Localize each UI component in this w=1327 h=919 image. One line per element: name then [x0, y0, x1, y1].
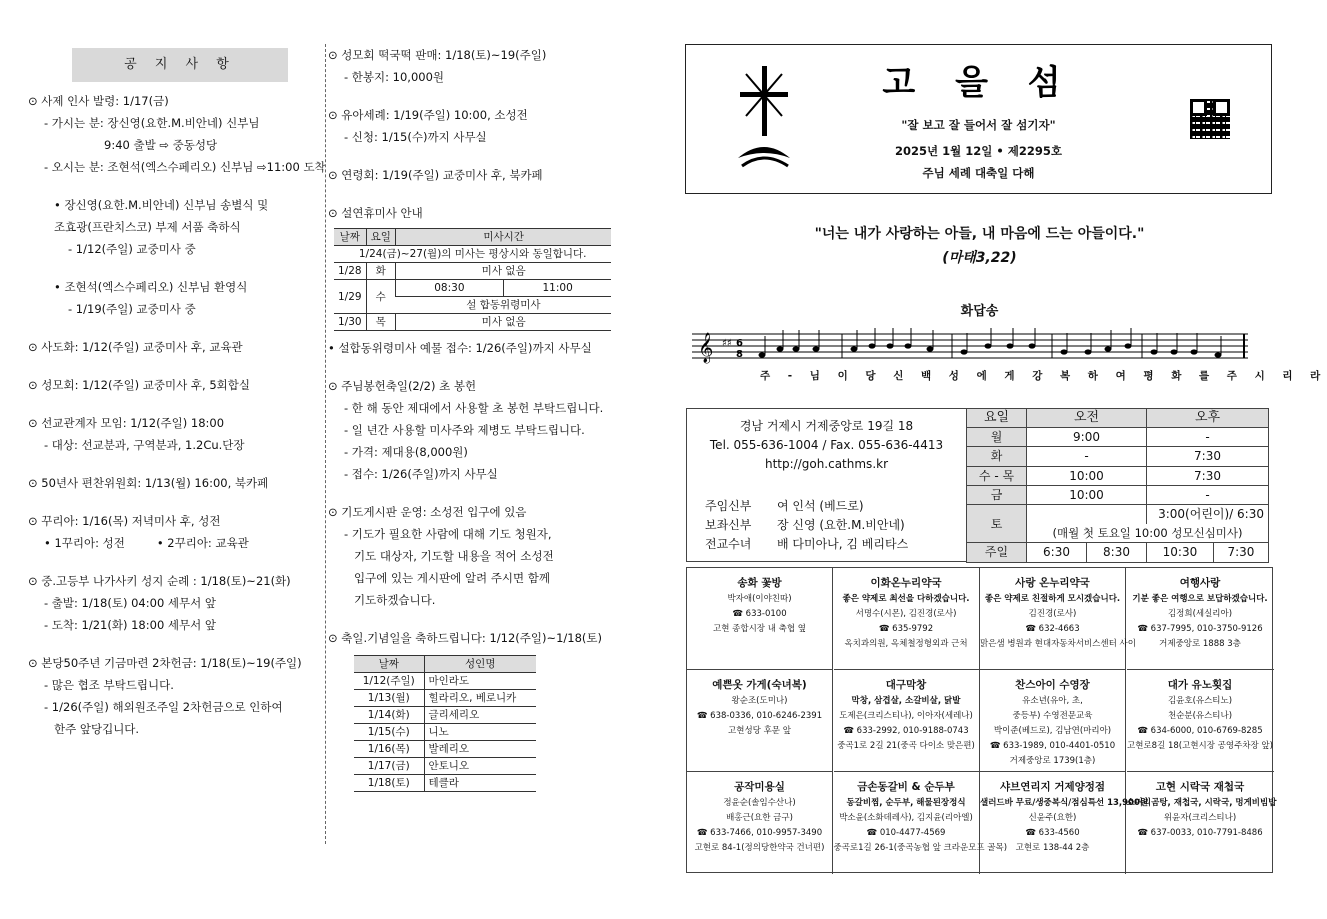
sponsor-ad [980, 670, 1126, 772]
sponsor-line: ☎ 635-9792 [878, 624, 934, 634]
cell: 힐라리오, 베로니카 [424, 690, 536, 707]
clergy-role: 보좌신부 [705, 518, 752, 532]
cell [1027, 504, 1147, 523]
notice-line: - 한봉지: 10,000원 [344, 70, 445, 84]
notice-line: - 1/12(주일) 교중미사 중 [68, 242, 196, 256]
cell: 7:30 [1213, 543, 1268, 562]
sponsor-line: 중곡1로 2길 21(중곡 다이소 맞은편) [837, 741, 975, 751]
cell: 1/12(주일) [354, 673, 424, 690]
th-date: 날짜 [354, 656, 424, 673]
notice-line: • 설합동위령미사 예물 접수: 1/26(주일)까지 사무실 [328, 341, 592, 355]
sponsor-line: ☎ 010-4477-4569 [866, 828, 946, 838]
parish-address: 경남 거제시 거제중앙로 19길 18 [739, 419, 914, 433]
sponsor-line: 천순분(유스티나) [1167, 711, 1233, 721]
parish-phone: Tel. 055-636-1004 / Fax. 055-636-4413 [709, 438, 944, 452]
sponsor-line: 기분 좋은 여행으로 보답하겠습니다. [1132, 594, 1268, 604]
cell: 토 [967, 504, 1027, 542]
column-divider [325, 44, 326, 844]
notice-line: 한주 앞당깁니다. [54, 722, 140, 736]
sponsor-ad [1127, 670, 1274, 772]
notice-line: 조효광(프란치스코) 부제 서품 축하식 [54, 220, 241, 234]
sponsor-line: ☎ 634-6000, 010-6769-8285 [1137, 726, 1263, 736]
svg-text:𝄞: 𝄞 [698, 333, 714, 363]
sponsor-ad [833, 772, 1008, 874]
sponsor-line: 서명수(시몬), 김진경(로사) [855, 609, 957, 619]
notice-line: 기도 대상자, 기도할 내용을 적어 소성전 [354, 549, 554, 563]
sponsor-ads-grid [686, 567, 1277, 873]
notice-line: ⊙ 주님봉헌축일(2/2) 초 봉헌 [328, 379, 477, 393]
sponsor-name: 예쁜옷 가게(숙녀복) [712, 679, 807, 691]
parish-info [686, 408, 966, 562]
psalm-title: 화답송 [960, 304, 999, 319]
sponsor-line: 위윤자(크리스티나) [1163, 813, 1237, 823]
sponsor-ad [687, 568, 833, 670]
sponsor-ad [687, 772, 833, 874]
sponsor-line: 맑은샘 병원과 현대자동차서비스센터 사이 [980, 639, 1136, 649]
notice-list-left-2 [28, 570, 323, 740]
notice-line: 기도하겠습니다. [354, 593, 436, 607]
sponsor-line: ☎ 633-2992, 010-9188-0743 [843, 726, 969, 736]
curia-locations [28, 532, 323, 554]
cell: 목 [366, 314, 395, 331]
cell: 미사 없음 [395, 314, 611, 331]
clergy-row [705, 516, 908, 535]
sponsor-line: 유소년(유아, 초, [1022, 696, 1083, 706]
cell: 수 [366, 280, 395, 314]
sponsor-ad [1127, 568, 1274, 670]
notice-line: - 기도가 필요한 사람에 대해 기도 청원자, [344, 527, 552, 541]
notice-line: ⊙ 기도게시판 운영: 소성전 입구에 있음 [328, 505, 527, 519]
scripture-verse [686, 222, 1273, 270]
sponsor-ad [687, 670, 833, 772]
th-evening: 오후 [1147, 409, 1269, 428]
issue-info: 2025년 1월 12일 • 제2295호 [895, 144, 1062, 158]
cell: 1/30 [334, 314, 366, 331]
sponsor-line: ☎ 633-7466, 010-9957-3490 [696, 828, 823, 838]
notice-line: ⊙ 사제 인사 발령: 1/17(금) [28, 94, 169, 108]
sponsor-line: 고현 종합시장 내 축협 옆 [713, 624, 806, 634]
bulletin-title: 고 을 섬 [882, 63, 1075, 103]
sponsor-line: 배홍근(요한 금구) [726, 813, 793, 823]
cell: - [1147, 428, 1269, 447]
notice-line: • 조현석(엑스수페리오) 신부님 환영식 [54, 280, 248, 294]
notices-middle-column [328, 44, 620, 792]
sponsor-line: 중곡로1길 26-1(중곡농협 앞 크라운모프 골목) [833, 843, 1008, 853]
notice-line: - 1/26(주일) 해외원조주일 2차헌금으로 인하여 [44, 700, 283, 714]
cell: (매월 첫 토요일 10:00 성모신심미사) [1027, 524, 1269, 543]
notice-list-middle-2 [328, 337, 620, 649]
cell: 1/13(월) [354, 690, 424, 707]
sponsor-ad [834, 568, 980, 670]
cell: 화 [967, 447, 1027, 466]
sponsor-line: 박자애(이야친따) [727, 594, 792, 604]
sponsor-line: 박이준(베드로), 김남연(마리아) [993, 726, 1112, 736]
cell: 08:30 [395, 280, 503, 297]
notice-line: ⊙ 성모회 떡국떡 판매: 1/18(토)~19(주일) [328, 48, 547, 62]
cell: - [1027, 447, 1147, 466]
sponsor-line: 거제중앙로 1888 3층 [1159, 639, 1241, 649]
sponsor-name: 공작미용실 [734, 781, 785, 793]
sponsor-name: 사랑 온누리약국 [1015, 577, 1090, 589]
sponsor-name: 이화온누리약국 [870, 577, 942, 589]
table-row [354, 690, 536, 707]
sponsor-line: 도제은(크리스티나), 이아자(세레나) [839, 711, 973, 721]
sponsor-name: 대가 유노횟집 [1167, 679, 1233, 691]
motto: "잘 보고 잘 들어서 잘 섬기자" [901, 118, 1056, 132]
sponsor-line: 정윤순(솔임수산나) [723, 798, 796, 808]
notice-line: - 오시는 분: 조현석(엑스수페리오) 신부님 ⇨11:00 도착 [44, 160, 326, 174]
cell: 주일 [967, 543, 1027, 562]
holiday-mass-table [334, 228, 611, 331]
table-row [354, 741, 536, 758]
cell: 발레리오 [424, 741, 536, 758]
cell: 10:00 [1027, 485, 1147, 504]
notice-line: - 많은 협조 부탁드립니다. [44, 678, 174, 692]
table-row [354, 775, 536, 792]
th-day: 요일 [366, 229, 395, 246]
cell: 10:00 [1027, 466, 1147, 485]
cell: 1/15(수) [354, 724, 424, 741]
sponsor-name: 고현 시락국 재첩국 [1155, 781, 1245, 793]
sponsor-line: 고현로 138-44 2층 [1015, 843, 1090, 853]
sponsor-name: 여행사랑 [1179, 577, 1221, 589]
cell: 7:30 [1147, 466, 1269, 485]
psalm-lyrics: 주 - 님 이 당 신 백 성 에 게 강 복 하 여 평 화 를 주 시 리 라 [760, 370, 1327, 382]
cell: 글리세리오 [424, 707, 536, 724]
feast-day-table [354, 655, 536, 792]
music-staff-icon [692, 324, 1252, 364]
cell: - [1147, 485, 1269, 504]
feast-name: 주님 세례 대축일 다해 [922, 166, 1035, 180]
table-row [354, 707, 536, 724]
sponsor-line: 거제중앙로 1739(1층) [1009, 756, 1096, 766]
notice-line: ⊙ 유아세례: 1/19(주일) 10:00, 소성전 [328, 108, 528, 122]
sponsor-line: 신윤주(요한) [1028, 813, 1077, 823]
cell: 마인라도 [424, 673, 536, 690]
sponsor-line: 소머리곰탕, 재첩국, 시락국, 멍게비빔밥 [1126, 798, 1277, 808]
sponsor-line: 김윤호(유스티노) [1167, 696, 1233, 706]
notice-line: - 가격: 제대용(8,000원) [344, 445, 468, 459]
clergy-name: 배 다미아나, 김 베리타스 [777, 537, 909, 551]
clergy-name: 장 신영 (요한.M.비안네) [777, 518, 905, 532]
notice-line: - 도착: 1/21(화) 18:00 세무서 앞 [44, 618, 217, 632]
sponsor-ad [1126, 772, 1277, 874]
holiday-note: 1/24(금)~27(월)의 미사는 평상시와 동일합니다. [334, 246, 611, 263]
cell: 1/28 [334, 263, 366, 280]
sponsor-ad [980, 568, 1136, 670]
notice-line: ⊙ 본당50주년 기금마련 2차헌금: 1/18(토)~19(주일) [28, 656, 302, 670]
cell: 8:30 [1087, 543, 1147, 562]
cell: 1/17(금) [354, 758, 424, 775]
notice-line: - 일 년간 사용할 미사주와 제병도 부탁드립니다. [344, 423, 585, 437]
notice-line: - 대상: 선교분과, 구역분과, 1.2Cu.단장 [44, 438, 245, 452]
parish-website[interactable]: http://goh.cathms.kr [764, 457, 889, 471]
sponsor-ad [980, 772, 1149, 874]
cell: 3:00(어린이)/ 6:30 [1147, 504, 1269, 523]
notice-line: ⊙ 50년사 편찬위원회: 1/13(월) 16:00, 북카페 [28, 476, 269, 490]
notice-line: ⊙ 꾸리아: 1/16(목) 저녁미사 후, 성전 [28, 514, 221, 528]
sponsor-line: ☎ 637-0033, 010-7791-8486 [1137, 828, 1263, 838]
cell: 안토니오 [424, 758, 536, 775]
cell: 6:30 [1027, 543, 1087, 562]
sponsor-line: 박소윤(소화데레사), 김지윤(리아엘) [839, 813, 973, 823]
sponsor-line: ☎ 638-0336, 010-6246-2391 [696, 711, 823, 721]
notice-line: ⊙ 축일.기념일을 축하드립니다: 1/12(주일)~1/18(토) [328, 631, 602, 645]
cell: 화 [366, 263, 395, 280]
cell: 니노 [424, 724, 536, 741]
sponsor-line: 김정희(세실리아) [1167, 609, 1233, 619]
sponsor-line: ☎ 633-0100 [732, 609, 787, 619]
clergy-list [705, 497, 908, 554]
cross-logo-icon [738, 66, 790, 174]
svg-text:♯♯: ♯♯ [722, 338, 732, 349]
notice-line: ⊙ 중.고등부 나가사키 성지 순례 : 1/18(토)~21(화) [28, 574, 291, 588]
verse-ref: (마태3,22) [942, 250, 1017, 266]
svg-text:6: 6 [736, 338, 743, 349]
sponsor-name: 금손동갈비 & 순두부 [857, 781, 955, 793]
sponsor-name: 찬스아이 수영장 [1015, 679, 1090, 691]
sponsor-line: 중등부) 수영전문교육 [1012, 711, 1093, 721]
cell: 월 [967, 428, 1027, 447]
sponsor-line: ☎ 633-4560 [1025, 828, 1080, 838]
verse-text: "너는 내가 사랑하는 아들, 내 마음에 드는 아들이다." [814, 226, 1145, 242]
sponsor-name: 대구막창 [885, 679, 927, 691]
cell: 1/14(화) [354, 707, 424, 724]
notices-left-column [28, 48, 326, 740]
sponsor-name: 샤브연리지 거제양정점 [999, 781, 1106, 793]
qr-code-icon [1190, 99, 1230, 139]
sponsor-ad [834, 670, 980, 772]
sponsor-name: 송화 꽃방 [737, 577, 782, 589]
sponsor-line: 샐러드바 무료/생중복식/점심특선 13,900원 [980, 798, 1149, 808]
clergy-role: 주임신부 [705, 499, 752, 513]
notice-line: ⊙ 사도화: 1/12(주일) 교중미사 후, 교육관 [28, 340, 243, 354]
sponsor-line: 고현로 84-1(정의당한약국 건너편) [694, 843, 825, 853]
sponsor-line: 왕순조(도미나) [731, 696, 788, 706]
notice-line: ⊙ 설연휴미사 안내 [328, 206, 423, 220]
curia-2: • 2꾸리아: 교육관 [156, 536, 249, 550]
sponsor-line: ☎ 633-1989, 010-4401-0510 [989, 741, 1116, 751]
notice-line: 입구에 있는 게시판에 알려 주시면 함께 [354, 571, 551, 585]
cell: 1/18(토) [354, 775, 424, 792]
cell: 1/29 [334, 280, 366, 314]
sponsor-line: 김진경(로사) [1028, 609, 1077, 619]
clergy-name: 여 인석 (베드로) [777, 499, 864, 513]
notice-line: - 한 해 동안 제대에서 사용할 초 봉헌 부탁드립니다. [344, 401, 604, 415]
cell: 10:30 [1147, 543, 1214, 562]
notice-list-middle [328, 44, 620, 224]
sponsor-line: 좋은 약제로 친절하게 모시겠습니다. [984, 594, 1121, 604]
notice-line: ⊙ 선교관계자 모임: 1/12(주일) 18:00 [28, 416, 225, 430]
sponsor-line: 고현로8길 18(고현시장 공영주차장 앞) [1127, 741, 1273, 751]
th-time: 미사시간 [395, 229, 611, 246]
notice-heading: 공 지 사 항 [72, 48, 288, 82]
table-row [354, 758, 536, 775]
cell: 미사 없음 [395, 263, 611, 280]
table-row [354, 673, 536, 690]
th-day: 요일 [967, 409, 1027, 428]
th-morning: 오전 [1027, 409, 1147, 428]
notice-line: • 장신영(요한.M.비안네) 신부님 송별식 및 [54, 198, 269, 212]
notice-line: - 출발: 1/18(토) 04:00 세무서 앞 [44, 596, 217, 610]
notice-line: ⊙ 연령회: 1/19(주일) 교중미사 후, 북카페 [328, 168, 543, 182]
th-date: 날짜 [334, 229, 366, 246]
notice-line: - 가시는 분: 장신영(요한.M.비안네) 신부님 [44, 116, 260, 130]
table-row [354, 724, 536, 741]
notice-list-left [28, 90, 326, 532]
svg-text:8: 8 [736, 349, 743, 360]
cell: 수 - 목 [967, 466, 1027, 485]
notice-line: 9:40 출발 ⇨ 중동성당 [104, 138, 218, 152]
notice-line: - 1/19(주일) 교중미사 중 [68, 302, 196, 316]
curia-1: • 1꾸리아: 성전 [44, 536, 125, 550]
cell: 테클라 [424, 775, 536, 792]
cell: 7:30 [1147, 447, 1269, 466]
clergy-row [705, 535, 908, 554]
sponsor-line: 옥치과의원, 옥체철정형외과 근처 [844, 639, 968, 649]
cell: 11:00 [503, 280, 611, 297]
mass-schedule-table [966, 408, 1269, 563]
sponsor-line: 좋은 약제로 최선을 다하겠습니다. [842, 594, 970, 604]
clergy-row [705, 497, 908, 516]
sponsor-line: 고현성당 후문 앞 [728, 726, 791, 736]
cell: 9:00 [1027, 428, 1147, 447]
notice-line: - 접수: 1/26(주일)까지 사무실 [344, 467, 498, 481]
notice-line: ⊙ 성모회: 1/12(주일) 교중미사 후, 5회합실 [28, 378, 250, 392]
cell: 설 합동위령미사 [395, 297, 611, 314]
cell: 1/16(목) [354, 741, 424, 758]
sponsor-line: ☎ 637-7995, 010-3750-9126 [1137, 624, 1263, 634]
notice-line: - 신청: 1/15(수)까지 사무실 [344, 130, 487, 144]
cell: 금 [967, 485, 1027, 504]
sponsor-line: ☎ 632-4663 [1025, 624, 1080, 634]
sponsor-line: 동갈비찜, 순두부, 해물된장정식 [846, 798, 966, 808]
sponsor-line: 막창, 삼겹살, 소갈비살, 닭발 [851, 696, 961, 706]
th-saint: 성인명 [424, 656, 536, 673]
clergy-role: 전교수녀 [705, 537, 752, 551]
